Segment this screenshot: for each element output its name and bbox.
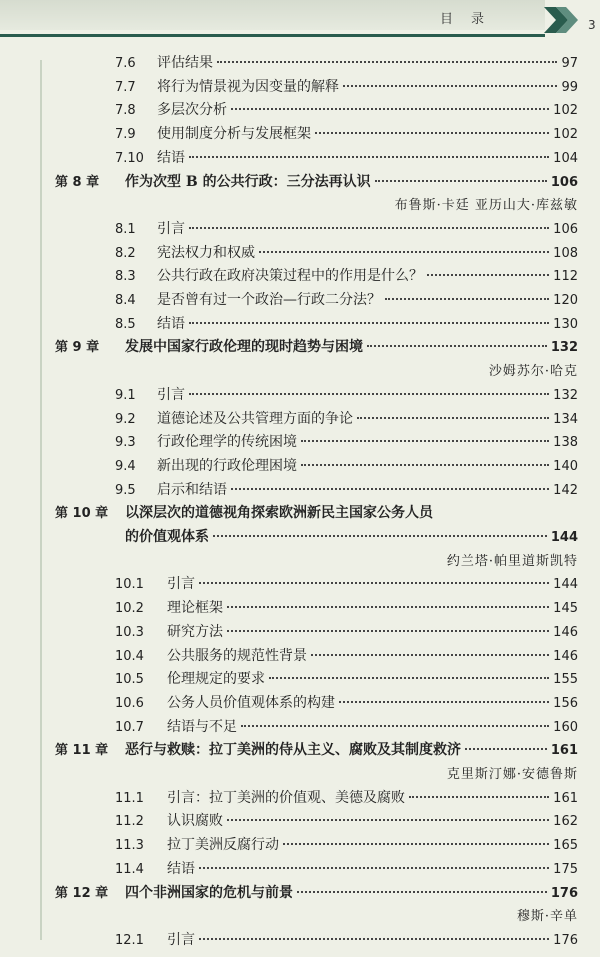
dot-leader [189, 322, 549, 324]
dot-leader [315, 132, 549, 134]
section-number: 11.4 [115, 861, 144, 877]
toc-section-entry[interactable] [115, 479, 578, 503]
section-number: 8.5 [115, 316, 136, 332]
chapter-author: 穆斯·辛单 [516, 909, 578, 925]
dot-leader [465, 748, 547, 750]
toc-section-entry[interactable] [115, 929, 578, 953]
dot-leader [231, 488, 549, 490]
page-ref: 155 [553, 672, 578, 688]
toc-section-entry[interactable] [115, 645, 578, 669]
section-title: 行政伦理学的传统困境 [157, 434, 297, 451]
page-ref: 134 [553, 411, 578, 427]
dot-leader [301, 440, 549, 442]
toc-chapter-entry[interactable] [55, 171, 578, 195]
page-ref: 144 [553, 577, 578, 593]
page-ref: 176 [553, 932, 578, 948]
toc-section-entry[interactable] [115, 99, 578, 123]
dot-leader [269, 677, 549, 679]
toc-section-entry[interactable] [115, 384, 578, 408]
section-title: 引言：拉丁美洲的价值观、美德及腐败 [167, 789, 405, 806]
toc-section-entry[interactable] [115, 265, 578, 289]
toc-section-entry[interactable] [115, 716, 578, 740]
page-ref: 112 [553, 269, 578, 285]
section-title: 多层次分析 [157, 102, 227, 119]
dot-leader [259, 251, 549, 253]
toc-section-entry[interactable] [115, 573, 578, 597]
dot-leader [227, 606, 549, 608]
toc-section-entry[interactable] [115, 668, 578, 692]
dot-leader [375, 180, 547, 182]
chapter-title: 作为次型 B 的公共行政：三分法再认识 [125, 173, 371, 190]
page-ref: 138 [553, 435, 578, 451]
chapter-number: 第 10 章 [55, 506, 109, 522]
toc-section-entry[interactable] [115, 408, 578, 432]
section-number: 7.7 [115, 79, 136, 95]
dot-leader [199, 867, 549, 869]
section-number: 8.1 [115, 221, 136, 237]
dot-leader [409, 796, 549, 798]
page-ref: 161 [550, 743, 578, 759]
chapter-title: 的价值观体系 [125, 529, 209, 545]
section-number: 10.3 [115, 624, 144, 640]
dot-leader [427, 274, 549, 276]
dot-leader [189, 227, 549, 229]
page-ref: 176 [550, 885, 578, 901]
section-title: 引言 [167, 931, 195, 948]
section-number: 7.9 [115, 127, 136, 143]
section-title: 结语 [167, 860, 195, 877]
running-header [0, 0, 600, 42]
page-ref: 144 [550, 530, 578, 545]
dot-leader [199, 582, 549, 584]
section-title: 评估结果 [157, 55, 213, 71]
chapter-title: 以深层次的道德视角探索欧洲新民主国家公务人员 [125, 505, 433, 522]
section-title: 启示和结语 [157, 481, 227, 498]
toc-section-entry[interactable] [115, 455, 578, 479]
section-number: 11.2 [115, 814, 144, 830]
chapter-author: 沙姆苏尔·哈克 [488, 364, 578, 380]
section-number: 9.2 [115, 411, 136, 427]
section-number: 8.4 [115, 293, 136, 308]
dot-leader [227, 819, 549, 821]
section-title: 伦理规定的要求 [167, 671, 265, 688]
toc-section-entry[interactable] [115, 692, 578, 716]
section-title: 研究方法 [167, 623, 223, 640]
page-ref: 145 [553, 601, 578, 617]
section-number: 11.1 [115, 790, 144, 806]
dot-leader [343, 85, 557, 87]
dot-leader [367, 345, 547, 347]
header-label: 目录 [440, 12, 503, 27]
double-chevron-icon [542, 5, 582, 35]
page-ref: 162 [553, 814, 578, 830]
section-number: 7.6 [115, 56, 136, 71]
section-number: 9.3 [115, 435, 136, 451]
page-ref: 104 [553, 150, 578, 166]
toc-section-entry[interactable] [115, 52, 578, 76]
page-ref: 160 [553, 719, 578, 735]
dot-leader [213, 535, 547, 537]
page-ref: 175 [553, 861, 578, 877]
toc-section-entry[interactable] [115, 858, 578, 882]
dot-leader [385, 298, 549, 300]
page-ref: 132 [550, 340, 578, 356]
dot-leader [217, 61, 557, 63]
toc-section-entry[interactable] [115, 431, 578, 455]
section-number: 9.1 [115, 387, 136, 403]
section-title: 引言 [157, 386, 185, 403]
section-title: 结语 [157, 149, 185, 166]
section-title: 新出现的行政伦理困境 [157, 457, 297, 474]
dot-leader [189, 393, 549, 395]
section-number: 7.10 [115, 150, 144, 166]
section-title: 公务人员价值观体系的构建 [167, 694, 335, 711]
toc-section-entry[interactable] [115, 218, 578, 242]
section-title: 公共行政在政府决策过程中的作用是什么？ [157, 268, 423, 285]
toc-section-entry[interactable] [115, 242, 578, 266]
toc-chapter-entry[interactable] [55, 502, 578, 526]
toc-section-entry[interactable] [115, 147, 578, 171]
dot-leader [311, 654, 549, 656]
chapter-number: 第 8 章 [55, 174, 100, 190]
section-number: 10.2 [115, 601, 144, 617]
page-ref: 132 [553, 387, 578, 403]
section-number: 7.8 [115, 103, 136, 119]
dot-leader [339, 701, 549, 703]
page-ref: 120 [553, 293, 578, 308]
page-ref: 165 [553, 838, 578, 854]
section-title: 是否曾有过一个政治—行政二分法？ [157, 292, 381, 308]
dot-leader [297, 891, 547, 893]
dot-leader [189, 156, 549, 158]
section-title: 结语与不足 [167, 718, 237, 735]
page-ref: 102 [553, 127, 578, 143]
toc-section-entry[interactable] [115, 787, 578, 811]
page-ref: 102 [553, 103, 578, 119]
section-number: 10.7 [115, 719, 144, 735]
dot-leader [283, 843, 549, 845]
page-ref: 97 [561, 56, 578, 71]
section-number: 12.1 [115, 932, 144, 948]
page-number: 3 [588, 18, 596, 32]
chapter-title: 恶行与救赎：拉丁美洲的侍从主义、腐败及其制度救济 [125, 742, 461, 759]
section-title: 引言 [167, 576, 195, 593]
page-ref: 99 [561, 79, 578, 95]
margin-line [40, 60, 42, 940]
page-ref: 161 [553, 790, 578, 806]
chapter-title: 发展中国家行政伦理的现时趋势与困境 [125, 339, 363, 356]
section-number: 10.5 [115, 672, 144, 688]
toc-chapter-entry[interactable] [55, 882, 578, 906]
chapter-author: 约兰塔·帕里道斯凯特 [446, 553, 578, 569]
page-ref: 106 [553, 221, 578, 237]
header-rule [0, 34, 545, 37]
page-ref: 108 [553, 245, 578, 261]
page-ref: 146 [553, 624, 578, 640]
page-ref: 130 [553, 316, 578, 332]
toc-section-entry[interactable] [115, 621, 578, 645]
dot-leader [301, 464, 549, 466]
section-number: 8.2 [115, 245, 136, 261]
dot-leader [357, 417, 549, 419]
chapter-author: 克里斯汀娜·安德鲁斯 [446, 767, 578, 782]
dot-leader [199, 938, 549, 940]
chapter-number: 第 12 章 [55, 885, 109, 901]
toc-section-entry[interactable] [115, 123, 578, 147]
section-title: 将行为情景视为因变量的解释 [157, 78, 339, 95]
section-title: 公共服务的规范性背景 [167, 647, 307, 664]
page-ref: 142 [553, 482, 578, 498]
section-number: 10.4 [115, 648, 144, 664]
chapter-author: 布鲁斯·卡廷 亚历山大·库兹敏 [394, 198, 578, 214]
dot-leader [227, 630, 549, 632]
section-title: 宪法权力和权威 [157, 244, 255, 261]
toc-section-entry[interactable] [115, 76, 578, 100]
section-title: 拉丁美洲反腐行动 [167, 837, 279, 854]
section-number: 9.4 [115, 458, 136, 474]
page-ref: 140 [553, 458, 578, 474]
section-title: 道德论述及公共管理方面的争论 [157, 410, 353, 427]
toc-chapter-entry[interactable] [125, 526, 578, 550]
page-ref: 156 [553, 695, 578, 711]
toc-chapter-entry[interactable] [55, 336, 578, 360]
section-title: 使用制度分析与发展框架 [157, 126, 311, 143]
chapter-number: 第 11 章 [55, 743, 109, 759]
chapter-number: 第 9 章 [55, 340, 100, 356]
toc-section-entry[interactable] [115, 834, 578, 858]
page-ref: 146 [553, 648, 578, 664]
section-title: 结语 [157, 315, 185, 332]
section-number: 11.3 [115, 838, 144, 854]
section-number: 9.5 [115, 482, 136, 498]
toc-section-entry[interactable] [115, 289, 578, 313]
section-title: 理论框架 [167, 600, 223, 617]
chapter-title: 四个非洲国家的危机与前景 [125, 884, 293, 901]
section-number: 10.1 [115, 577, 144, 593]
dot-leader [241, 725, 549, 727]
section-number: 8.3 [115, 269, 136, 285]
section-title: 引言 [157, 220, 185, 237]
toc-section-entry[interactable] [115, 597, 578, 621]
toc-section-entry[interactable] [115, 810, 578, 834]
page-ref: 106 [550, 174, 578, 190]
section-title: 认识腐败 [167, 813, 223, 830]
dot-leader [231, 108, 549, 110]
toc-chapter-entry[interactable] [55, 739, 578, 763]
section-number: 10.6 [115, 695, 144, 711]
toc-section-entry[interactable] [115, 313, 578, 337]
